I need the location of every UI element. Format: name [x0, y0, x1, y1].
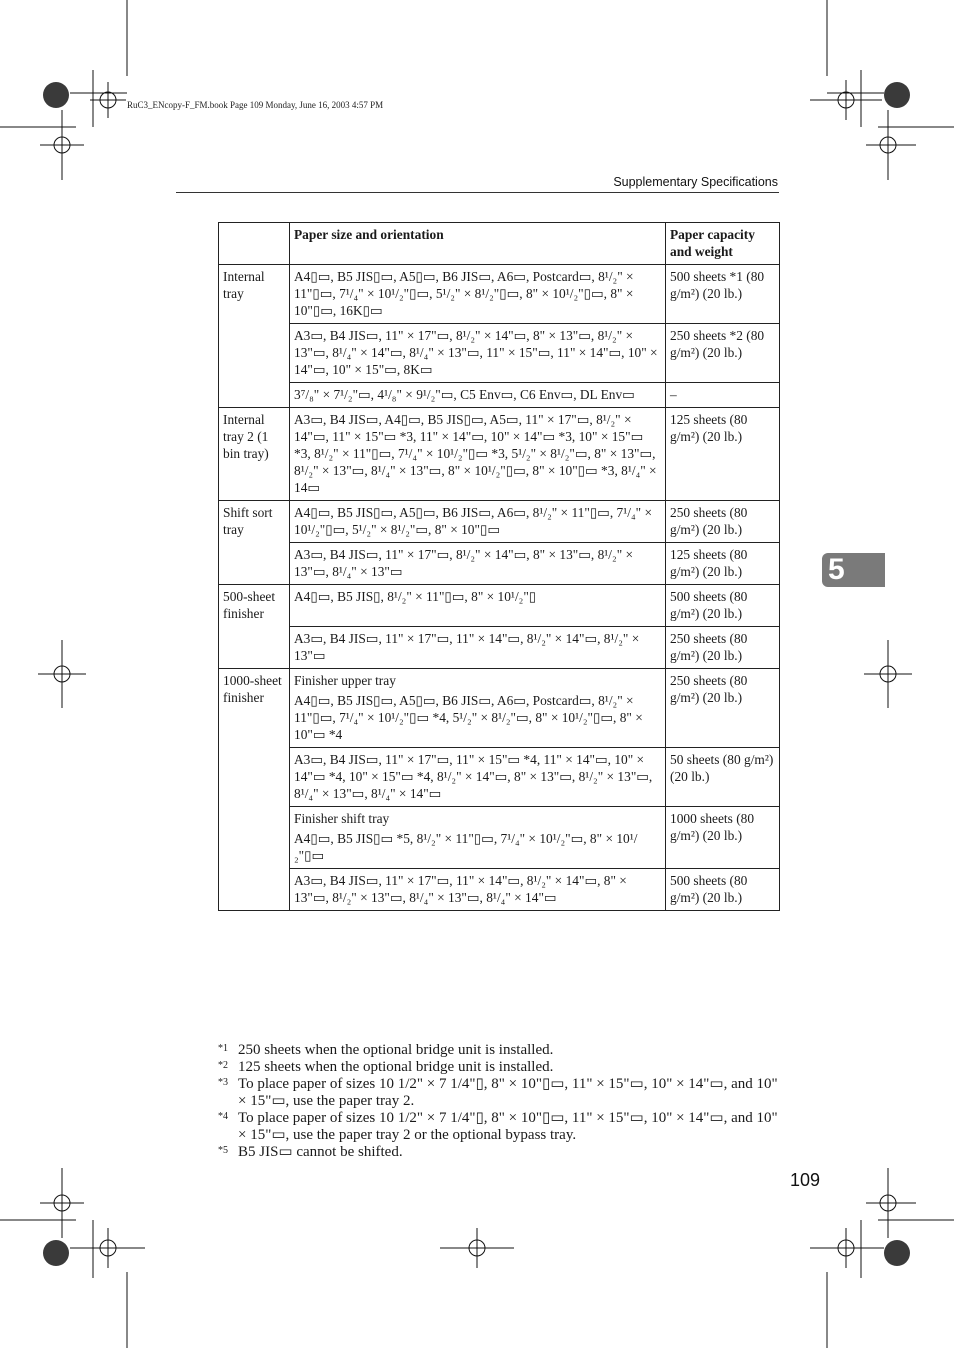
table-row — [219, 383, 780, 408]
footnote-text: 125 sheets when the optional bridge unit is installed. — [238, 1059, 554, 1075]
header-cell-size: Paper size and orientation — [290, 223, 666, 265]
footnote-mark: *3 — [218, 1077, 228, 1088]
footnote-text: To place paper of sizes 10 1/2" × 7 1/4"▯, 8" × 10"▯▭, 11" × 15"▭, 10" × 14"▭, and 10" × 15"▭, use the paper tray 2 or the optional bypass tray. — [238, 1110, 778, 1143]
tray-name-cell: Internal tray — [219, 265, 290, 408]
tray-name-cell: Shift sort tray — [219, 501, 290, 585]
paper-spec-table — [218, 222, 780, 911]
capacity-cell: 250 sheets (80 g/m²) (20 lb.) — [666, 627, 780, 669]
capacity-cell: 125 sheets (80 g/m²) (20 lb.) — [666, 408, 780, 501]
footnote — [218, 1076, 780, 1110]
chapter-tab: 5 — [822, 553, 885, 587]
footnote-text: To place paper of sizes 10 1/2" × 7 1/4"▯, 8" × 10"▯▭, 11" × 15"▭, 10" × 14"▭, and 10" × 15"▭, use the paper tray 2. — [238, 1076, 778, 1109]
tray-name-cell: 1000-sheet finisher — [219, 669, 290, 911]
size-cell: A4▯▭, B5 JIS▯, 8¹/₂" × 11"▯▭, 8" × 10¹/₂"▯ — [290, 585, 666, 627]
table-row — [219, 543, 780, 585]
size-cell — [290, 807, 666, 869]
size-cell: A3▭, B4 JIS▭, 11" × 17"▭, 11" × 15"▭ *4, 11" × 14"▭, 10" × 14"▭ *4, 10" × 15"▭ *4, 8¹/₂" × 14"▭, 8" × 13"▭, 8¹/₂" × 13"▭, 8¹/₄" × 13"▭, 8¹/₄" × 14"▭ — [290, 748, 666, 807]
table-row — [219, 408, 780, 501]
table-row — [219, 869, 780, 911]
table-row — [219, 265, 780, 324]
footnote — [218, 1110, 780, 1144]
table-row — [219, 585, 780, 627]
size-cell: A4▯▭, B5 JIS▯▭, A5▯▭, B6 JIS▭, A6▭, 8¹/₂" × 11"▯▭, 7¹/₄" × 10¹/₂"▯▭, 5¹/₂" × 8¹/₂"▭, 8" × 10"▯▭ — [290, 501, 666, 543]
table-row — [219, 669, 780, 748]
capacity-cell: – — [666, 383, 780, 408]
size-cell: A3▭, B4 JIS▭, 11" × 17"▭, 8¹/₂" × 14"▭, 8" × 13"▭, 8¹/₂" × 13"▭, 8¹/₄" × 13"▭ — [290, 543, 666, 585]
size-cell: A4▯▭, B5 JIS▯▭, A5▯▭, B6 JIS▭, A6▭, Postcard▭, 8¹/₂" × 11"▯▭, 7¹/₄" × 10¹/₂"▯▭, 5¹/₂" × 8¹/₂"▯▭, 8" × 10¹/₂"▯▭, 8" × 10"▯▭, 16K▯▭ — [290, 265, 666, 324]
size-list: A4▯▭, B5 JIS▯▭ *5, 8¹/₂" × 11"▯▭, 7¹/₄" × 10¹/₂"▭, 8" × 10¹/₂"▯▭ — [294, 831, 638, 863]
capacity-cell: 125 sheets (80 g/m²) (20 lb.) — [666, 543, 780, 585]
capacity-cell: 250 sheets (80 g/m²) (20 lb.) — [666, 669, 780, 748]
page-number: 109 — [790, 1170, 821, 1190]
table-row — [219, 501, 780, 543]
footnote-mark: *1 — [218, 1043, 228, 1054]
sub-tray-title: Finisher shift tray — [294, 811, 390, 826]
size-cell: 3⁷/₈" × 7¹/₂"▭, 4¹/₈" × 9¹/₂"▭, C5 Env▭, C6 Env▭, DL Env▭ — [290, 383, 666, 408]
header-cell-capacity: Paper capacity and weight — [666, 223, 780, 265]
footnote — [218, 1059, 780, 1076]
table-row — [219, 748, 780, 807]
footnote-mark: *4 — [218, 1111, 228, 1122]
footnote-mark: *2 — [218, 1060, 228, 1071]
size-cell: A3▭, B4 JIS▭, 11" × 17"▭, 8¹/₂" × 14"▭, 8" × 13"▭, 8¹/₂" × 13"▭, 8¹/₄" × 14"▭, 8¹/₄" × 13"▭, 11" × 15"▭, 11" × 14"▭, 10" × 14"▭, 10" × 15"▭, 8K▭ — [290, 324, 666, 383]
size-cell — [290, 669, 666, 748]
footnote — [218, 1042, 780, 1059]
capacity-cell: 250 sheets *2 (80 g/m²) (20 lb.) — [666, 324, 780, 383]
capacity-cell: 1000 sheets (80 g/m²) (20 lb.) — [666, 807, 780, 869]
capacity-cell: 500 sheets *1 (80 g/m²) (20 lb.) — [666, 265, 780, 324]
sub-tray-title: Finisher upper tray — [294, 673, 396, 688]
header-rule — [176, 192, 779, 193]
footnote — [218, 1144, 780, 1161]
size-cell: A3▭, B4 JIS▭, A4▯▭, B5 JIS▯▭, A5▭, 11" × 17"▭, 8¹/₂" × 14"▭, 11" × 15"▭ *3, 11" × 14"▭, 10" × 14"▭ *3, 10" × 15"▭ *3, 8¹/₂" × 11"▯▭, 7¹/₄" × 10¹/₂"▯▭ *3, 5¹/₂" × 8¹/₂"▭, 8" × 13"▭, 8¹/₂" × 13"▭, 8¹/₄" × 13"▭, 8" × 10¹/₂"▯▭, 8" × 10"▯▭ *3, 8¹/₄" × 14▭ — [290, 408, 666, 501]
tray-name-cell: 500-sheet finisher — [219, 585, 290, 669]
table-header-row — [219, 223, 780, 265]
table-row — [219, 627, 780, 669]
size-cell: A3▭, B4 JIS▭, 11" × 17"▭, 11" × 14"▭, 8¹/₂" × 14"▭, 8¹/₂" × 13"▭ — [290, 627, 666, 669]
file-info: RuC3_ENcopy-F_FM.book Page 109 Monday, June 16, 2003 4:57 PM — [127, 100, 384, 110]
footnote-text: 250 sheets when the optional bridge unit is installed. — [238, 1042, 554, 1058]
capacity-cell: 250 sheets (80 g/m²) (20 lb.) — [666, 501, 780, 543]
capacity-cell: 500 sheets (80 g/m²) (20 lb.) — [666, 869, 780, 911]
capacity-cell: 50 sheets (80 g/m²) (20 lb.) — [666, 748, 780, 807]
footnote-mark: *5 — [218, 1145, 228, 1156]
running-head: Supplementary Specifications — [613, 175, 778, 189]
tray-name-cell: Internal tray 2 (1 bin tray) — [219, 408, 290, 501]
header-cell-blank — [219, 223, 290, 265]
table-row — [219, 807, 780, 869]
size-list: A4▯▭, B5 JIS▯▭, A5▯▭, B6 JIS▭, A6▭, Postcard▭, 8¹/₂" × 11"▯▭, 7¹/₄" × 10¹/₂"▯▭ *4, 5¹/₂" × 8¹/₂"▭, 8" × 10¹/₂"▯▭, 8" × 10"▭ *4 — [294, 693, 643, 742]
table-row — [219, 324, 780, 383]
size-cell: A3▭, B4 JIS▭, 11" × 17"▭, 11" × 14"▭, 8¹/₂" × 14"▭, 8" × 13"▭, 8¹/₂" × 13"▭, 8¹/₄" × 13"▭, 8¹/₄" × 14"▭ — [290, 869, 666, 911]
capacity-cell: 500 sheets (80 g/m²) (20 lb.) — [666, 585, 780, 627]
footnotes — [218, 1042, 780, 1161]
footnote-text: B5 JIS▭ cannot be shifted. — [238, 1144, 403, 1160]
